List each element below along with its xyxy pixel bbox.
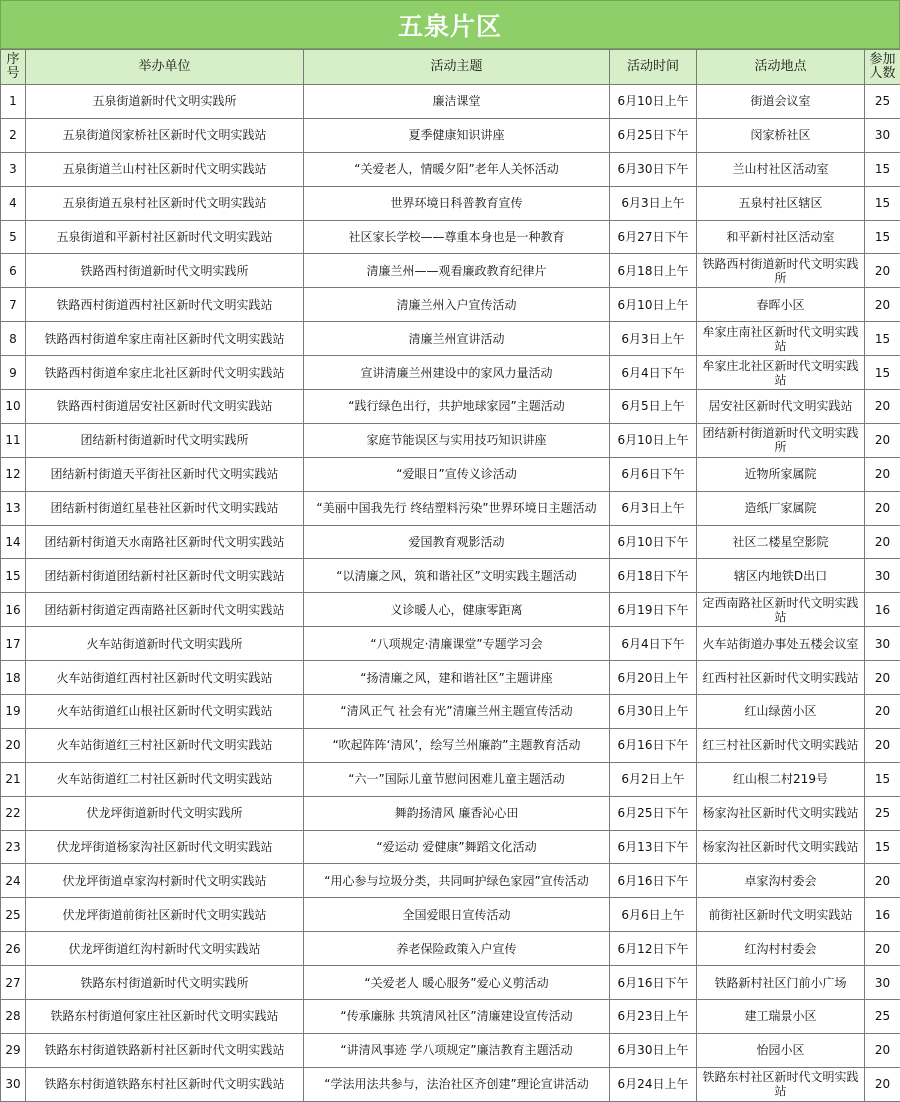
- cell-place: 红山根二村219号: [697, 762, 865, 796]
- cell-org: 铁路东村街道何家庄社区新时代文明实践站: [26, 1000, 304, 1034]
- cell-count: 15: [865, 830, 900, 864]
- cell-time: 6月6日上午: [610, 898, 697, 932]
- cell-org: 火车站街道红三村社区新时代文明实践站: [26, 728, 304, 762]
- cell-no: 18: [1, 661, 26, 695]
- cell-no: 28: [1, 1000, 26, 1034]
- cell-count: 15: [865, 220, 900, 254]
- table-row: [1, 728, 900, 762]
- cell-org: 铁路西村街道牟家庄北社区新时代文明实践站: [26, 356, 304, 390]
- cell-theme: “以清廉之风，筑和谐社区”文明实践主题活动: [304, 559, 610, 593]
- cell-time: 6月4日下午: [610, 627, 697, 661]
- cell-place: 铁路东村社区新时代文明实践站: [697, 1067, 865, 1101]
- cell-theme: 清廉兰州宣讲活动: [304, 322, 610, 356]
- cell-no: 15: [1, 559, 26, 593]
- table-row: [1, 593, 900, 627]
- table-body: [1, 85, 900, 1102]
- table-row: [1, 932, 900, 966]
- cell-time: 6月4日下午: [610, 356, 697, 390]
- cell-place: 怡园小区: [697, 1033, 865, 1067]
- cell-theme: 义诊暖人心，健康零距离: [304, 593, 610, 627]
- cell-time: 6月16日下午: [610, 864, 697, 898]
- cell-no: 4: [1, 186, 26, 220]
- cell-count: 20: [865, 491, 900, 525]
- table-row: [1, 559, 900, 593]
- cell-theme: 夏季健康知识讲座: [304, 118, 610, 152]
- cell-no: 13: [1, 491, 26, 525]
- cell-place: 和平新村社区活动室: [697, 220, 865, 254]
- cell-no: 27: [1, 966, 26, 1000]
- cell-count: 25: [865, 85, 900, 119]
- cell-theme: “美丽中国我先行 终结塑料污染”世界环境日主题活动: [304, 491, 610, 525]
- cell-org: 五泉街道闵家桥社区新时代文明实践站: [26, 118, 304, 152]
- table-row: [1, 322, 900, 356]
- cell-no: 9: [1, 356, 26, 390]
- table-row: [1, 1033, 900, 1067]
- cell-org: 火车站街道红山根社区新时代文明实践站: [26, 695, 304, 729]
- table-header: [1, 50, 900, 85]
- cell-time: 6月10日上午: [610, 288, 697, 322]
- cell-org: 铁路西村街道西村社区新时代文明实践站: [26, 288, 304, 322]
- cell-place: 铁路西村街道新时代文明实践所: [697, 254, 865, 288]
- cell-no: 26: [1, 932, 26, 966]
- cell-theme: “爱运动 爱健康”舞蹈文化活动: [304, 830, 610, 864]
- cell-theme: “吹起阵阵‘清风’，绘写兰州廉韵”主题教育活动: [304, 728, 610, 762]
- cell-time: 6月16日下午: [610, 728, 697, 762]
- cell-place: 红三村社区新时代文明实践站: [697, 728, 865, 762]
- cell-no: 17: [1, 627, 26, 661]
- cell-theme: 世界环境日科普教育宣传: [304, 186, 610, 220]
- cell-org: 五泉街道新时代文明实践所: [26, 85, 304, 119]
- table-row: [1, 661, 900, 695]
- table-row: [1, 491, 900, 525]
- cell-no: 11: [1, 423, 26, 457]
- table-row: [1, 356, 900, 390]
- cell-org: 伏龙坪街道前街社区新时代文明实践站: [26, 898, 304, 932]
- table-row: [1, 796, 900, 830]
- cell-org: 铁路西村街道新时代文明实践所: [26, 254, 304, 288]
- cell-count: 16: [865, 593, 900, 627]
- cell-count: 20: [865, 932, 900, 966]
- cell-place: 近物所家属院: [697, 457, 865, 491]
- cell-time: 6月30日下午: [610, 152, 697, 186]
- cell-no: 22: [1, 796, 26, 830]
- cell-theme: “六一”国际儿童节慰问困难儿童主题活动: [304, 762, 610, 796]
- cell-place: 牟家庄南社区新时代文明实践站: [697, 322, 865, 356]
- cell-time: 6月3日上午: [610, 186, 697, 220]
- cell-theme: 社区家长学校——尊重本身也是一种教育: [304, 220, 610, 254]
- cell-org: 团结新村街道红星巷社区新时代文明实践站: [26, 491, 304, 525]
- cell-time: 6月18日上午: [610, 254, 697, 288]
- cell-count: 30: [865, 118, 900, 152]
- activity-table: [0, 49, 900, 1102]
- cell-org: 火车站街道红二村社区新时代文明实践站: [26, 762, 304, 796]
- cell-time: 6月30日上午: [610, 695, 697, 729]
- cell-org: 伏龙坪街道红沟村新时代文明实践站: [26, 932, 304, 966]
- cell-org: 团结新村街道新时代文明实践所: [26, 423, 304, 457]
- header-time: 活动时间: [610, 50, 697, 85]
- header-row: [1, 50, 900, 85]
- table-row: [1, 898, 900, 932]
- cell-time: 6月19日下午: [610, 593, 697, 627]
- cell-count: 20: [865, 695, 900, 729]
- cell-place: 前街社区新时代文明实践站: [697, 898, 865, 932]
- cell-place: 铁路新村社区门前小广场: [697, 966, 865, 1000]
- cell-no: 29: [1, 1033, 26, 1067]
- cell-no: 25: [1, 898, 26, 932]
- cell-no: 23: [1, 830, 26, 864]
- cell-place: 春晖小区: [697, 288, 865, 322]
- cell-count: 20: [865, 1067, 900, 1101]
- cell-place: 杨家沟社区新时代文明实践站: [697, 830, 865, 864]
- cell-org: 铁路东村街道铁路东村社区新时代文明实践站: [26, 1067, 304, 1101]
- cell-org: 五泉街道和平新村社区新时代文明实践站: [26, 220, 304, 254]
- cell-org: 团结新村街道天水南路社区新时代文明实践站: [26, 525, 304, 559]
- table-row: [1, 85, 900, 119]
- cell-org: 伏龙坪街道卓家沟村新时代文明实践站: [26, 864, 304, 898]
- cell-place: 红山绿茵小区: [697, 695, 865, 729]
- cell-time: 6月5日上午: [610, 390, 697, 424]
- cell-org: 铁路东村街道铁路新村社区新时代文明实践站: [26, 1033, 304, 1067]
- table-row: [1, 1000, 900, 1034]
- cell-count: 20: [865, 728, 900, 762]
- cell-place: 造纸厂家属院: [697, 491, 865, 525]
- table-row: [1, 390, 900, 424]
- cell-no: 19: [1, 695, 26, 729]
- cell-no: 16: [1, 593, 26, 627]
- cell-no: 2: [1, 118, 26, 152]
- cell-theme: “践行绿色出行，共护地球家园”主题活动: [304, 390, 610, 424]
- cell-theme: “清风正气 社会有光”清廉兰州主题宣传活动: [304, 695, 610, 729]
- cell-org: 铁路西村街道牟家庄南社区新时代文明实践站: [26, 322, 304, 356]
- cell-theme: “爱眼日”宣传义诊活动: [304, 457, 610, 491]
- cell-time: 6月25日下午: [610, 796, 697, 830]
- cell-count: 16: [865, 898, 900, 932]
- cell-theme: “扬清廉之风，建和谐社区”主题讲座: [304, 661, 610, 695]
- cell-no: 8: [1, 322, 26, 356]
- cell-theme: 宣讲清廉兰州建设中的家风力量活动: [304, 356, 610, 390]
- cell-time: 6月3日上午: [610, 322, 697, 356]
- header-place: 活动地点: [697, 50, 865, 85]
- cell-org: 五泉街道兰山村社区新时代文明实践站: [26, 152, 304, 186]
- cell-count: 20: [865, 457, 900, 491]
- table-row: [1, 288, 900, 322]
- cell-count: 15: [865, 186, 900, 220]
- cell-no: 30: [1, 1067, 26, 1101]
- cell-count: 20: [865, 1033, 900, 1067]
- cell-time: 6月23日上午: [610, 1000, 697, 1034]
- cell-time: 6月16日下午: [610, 966, 697, 1000]
- table-row: [1, 254, 900, 288]
- cell-place: 牟家庄北社区新时代文明实践站: [697, 356, 865, 390]
- cell-theme: “讲清风事迹 学八项规定”廉洁教育主题活动: [304, 1033, 610, 1067]
- cell-place: 闵家桥社区: [697, 118, 865, 152]
- cell-theme: 舞韵扬清风 廉香沁心田: [304, 796, 610, 830]
- cell-place: 街道会议室: [697, 85, 865, 119]
- cell-count: 15: [865, 152, 900, 186]
- cell-org: 铁路东村街道新时代文明实践所: [26, 966, 304, 1000]
- cell-theme: 养老保险政策入户宣传: [304, 932, 610, 966]
- cell-org: 团结新村街道天平街社区新时代文明实践站: [26, 457, 304, 491]
- cell-time: 6月3日上午: [610, 491, 697, 525]
- cell-no: 10: [1, 390, 26, 424]
- cell-no: 6: [1, 254, 26, 288]
- cell-time: 6月27日下午: [610, 220, 697, 254]
- cell-org: 伏龙坪街道新时代文明实践所: [26, 796, 304, 830]
- cell-theme: 家庭节能误区与实用技巧知识讲座: [304, 423, 610, 457]
- cell-place: 辖区内地铁D出口: [697, 559, 865, 593]
- cell-time: 6月6日下午: [610, 457, 697, 491]
- cell-time: 6月25日下午: [610, 118, 697, 152]
- cell-place: 五泉村社区辖区: [697, 186, 865, 220]
- cell-no: 14: [1, 525, 26, 559]
- header-theme: 活动主题: [304, 50, 610, 85]
- cell-time: 6月10日下午: [610, 525, 697, 559]
- cell-count: 30: [865, 966, 900, 1000]
- cell-org: 火车站街道新时代文明实践所: [26, 627, 304, 661]
- cell-no: 1: [1, 85, 26, 119]
- cell-count: 25: [865, 1000, 900, 1034]
- header-org: 举办单位: [26, 50, 304, 85]
- cell-org: 团结新村街道定西南路社区新时代文明实践站: [26, 593, 304, 627]
- cell-no: 12: [1, 457, 26, 491]
- table-row: [1, 864, 900, 898]
- table-row: [1, 762, 900, 796]
- cell-count: 15: [865, 356, 900, 390]
- cell-theme: 清廉兰州——观看廉政教育纪律片: [304, 254, 610, 288]
- cell-org: 火车站街道红西村社区新时代文明实践站: [26, 661, 304, 695]
- table-row: [1, 457, 900, 491]
- cell-time: 6月18日下午: [610, 559, 697, 593]
- cell-place: 居安社区新时代文明实践站: [697, 390, 865, 424]
- cell-theme: 全国爱眼日宣传活动: [304, 898, 610, 932]
- cell-time: 6月10日上午: [610, 423, 697, 457]
- cell-place: 建工瑞景小区: [697, 1000, 865, 1034]
- cell-count: 20: [865, 864, 900, 898]
- table-row: [1, 152, 900, 186]
- table-row: [1, 695, 900, 729]
- table-row: [1, 1067, 900, 1101]
- cell-place: 火车站街道办事处五楼会议室: [697, 627, 865, 661]
- cell-org: 团结新村街道团结新村社区新时代文明实践站: [26, 559, 304, 593]
- cell-place: 红沟村村委会: [697, 932, 865, 966]
- header-no: 序号: [1, 50, 26, 85]
- cell-time: 6月12日下午: [610, 932, 697, 966]
- cell-count: 20: [865, 390, 900, 424]
- table-row: [1, 966, 900, 1000]
- cell-no: 21: [1, 762, 26, 796]
- cell-count: 25: [865, 796, 900, 830]
- cell-count: 20: [865, 525, 900, 559]
- cell-place: 定西南路社区新时代文明实践站: [697, 593, 865, 627]
- cell-org: 伏龙坪街道杨家沟社区新时代文明实践站: [26, 830, 304, 864]
- header-count: 参加人数: [865, 50, 900, 85]
- cell-theme: 廉洁课堂: [304, 85, 610, 119]
- cell-theme: “学法用法共参与，法治社区齐创建”理论宣讲活动: [304, 1067, 610, 1101]
- cell-count: 30: [865, 559, 900, 593]
- cell-no: 3: [1, 152, 26, 186]
- cell-no: 24: [1, 864, 26, 898]
- cell-theme: “八项规定·清廉课堂”专题学习会: [304, 627, 610, 661]
- cell-theme: “关爱老人 暖心服务”爱心义剪活动: [304, 966, 610, 1000]
- table-row: [1, 423, 900, 457]
- table-row: [1, 525, 900, 559]
- table-row: [1, 118, 900, 152]
- cell-org: 铁路西村街道居安社区新时代文明实践站: [26, 390, 304, 424]
- cell-no: 7: [1, 288, 26, 322]
- cell-count: 15: [865, 322, 900, 356]
- cell-theme: 爱国教育观影活动: [304, 525, 610, 559]
- cell-place: 卓家沟村委会: [697, 864, 865, 898]
- cell-theme: “传承廉脉 共筑清风社区”清廉建设宣传活动: [304, 1000, 610, 1034]
- cell-theme: 清廉兰州入户宣传活动: [304, 288, 610, 322]
- cell-theme: “用心参与垃圾分类，共同呵护绿色家园”宣传活动: [304, 864, 610, 898]
- cell-place: 红西村社区新时代文明实践站: [697, 661, 865, 695]
- cell-count: 20: [865, 288, 900, 322]
- cell-time: 6月30日上午: [610, 1033, 697, 1067]
- cell-place: 杨家沟社区新时代文明实践站: [697, 796, 865, 830]
- cell-place: 兰山村社区活动室: [697, 152, 865, 186]
- cell-time: 6月24日上午: [610, 1067, 697, 1101]
- cell-place: 团结新村街道新时代文明实践所: [697, 423, 865, 457]
- cell-count: 20: [865, 423, 900, 457]
- cell-no: 5: [1, 220, 26, 254]
- cell-time: 6月20日上午: [610, 661, 697, 695]
- cell-theme: “关爱老人，情暖夕阳”老年人关怀活动: [304, 152, 610, 186]
- cell-time: 6月2日上午: [610, 762, 697, 796]
- cell-no: 20: [1, 728, 26, 762]
- page-title: 五泉片区: [0, 0, 900, 49]
- cell-org: 五泉街道五泉村社区新时代文明实践站: [26, 186, 304, 220]
- table-row: [1, 627, 900, 661]
- cell-time: 6月13日下午: [610, 830, 697, 864]
- table-row: [1, 830, 900, 864]
- cell-count: 20: [865, 254, 900, 288]
- cell-count: 20: [865, 661, 900, 695]
- cell-time: 6月10日上午: [610, 85, 697, 119]
- table-row: [1, 220, 900, 254]
- table-row: [1, 186, 900, 220]
- cell-place: 社区二楼星空影院: [697, 525, 865, 559]
- cell-count: 30: [865, 627, 900, 661]
- cell-count: 15: [865, 762, 900, 796]
